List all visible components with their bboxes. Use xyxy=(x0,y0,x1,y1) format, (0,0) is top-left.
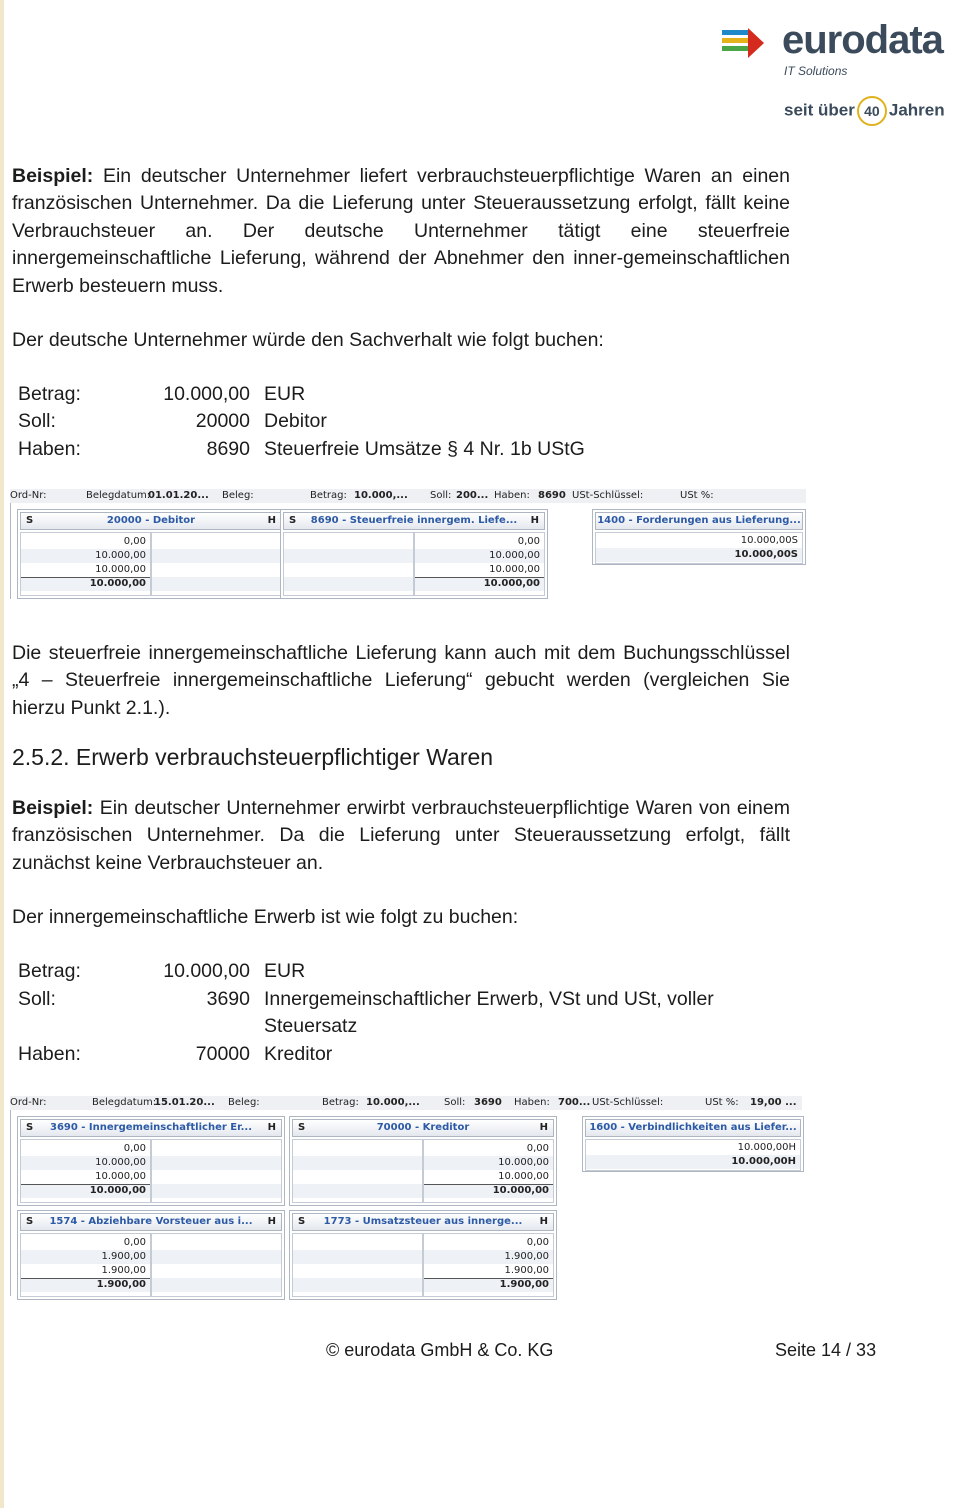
footer-copyright: © eurodata GmbH & Co. KG xyxy=(326,1340,554,1360)
booking-header-bar: Ord-Nr: Belegdatum: 01.01.20... Beleg: Betrag: 10.000,... Soll: 200... Haben: 8690 USt-Schlüssel: USt %: xyxy=(10,489,806,503)
t-account-20000: S 20000 - Debitor H 0,00 10.000,00 10.000,00 10.000,00 xyxy=(17,509,285,599)
t-account-3690: S 3690 - Innergemeinschaftlicher Er... H 0,00 10.000,00 10.000,00 10.000,00 xyxy=(17,1116,285,1206)
logo-stripes xyxy=(722,30,750,54)
example-paragraph-2: Beispiel: Ein deutscher Unternehmer erwirbt verbrauchsteuerpflichtige Waren von einem französischen Unternehmer. Da die Lieferung unter Steueraussetzung erfolgt, fällt zunächst keine Verbrauchsteuer an. xyxy=(12,797,790,874)
booking-intro-2: Der innergemeinschaftliche Erwerb ist wie folgt zu buchen: xyxy=(12,906,519,928)
account-1600: 1600 - Verbindlichkeiten aus Liefer... 10.000,00H 10.000,00H xyxy=(582,1116,804,1172)
booking-screenshot-2 xyxy=(10,1096,802,1298)
booking-screenshot-1 xyxy=(10,489,806,601)
eurodata-logo xyxy=(722,18,958,118)
booking-header-bar: Ord-Nr: Belegdatum: 15.01.20... Beleg: Betrag: 10.000,... Soll: 3690 Haben: 700... USt-Schlüssel: USt %: 19,00 ... xyxy=(10,1096,802,1110)
t-account-1773: S 1773 - Umsatzsteuer aus innerge... H 0,00 1.900,00 1.900,00 1.900,00 xyxy=(289,1210,557,1300)
logo-subtitle: IT Solutions xyxy=(784,64,848,78)
logo-since: seit über 40 Jahren xyxy=(784,96,945,126)
booking-intro-1: Der deutsche Unternehmer würde den Sachverhalt wie folgt buchen: xyxy=(12,329,604,351)
footer-page-number: Seite 14 / 33 xyxy=(775,1340,877,1360)
t-account-1574: S 1574 - Abziehbare Vorsteuer aus i... H 0,00 1.900,00 1.900,00 1.900,00 xyxy=(17,1210,285,1300)
t-account-8690: S 8690 - Steuerfreie innergem. Liefe... H 0,00 10.000,00 10.000,00 10.000,00 xyxy=(280,509,548,599)
section-heading: 2.5.2. Erwerb verbrauchsteuerpflichtiger Waren xyxy=(12,744,494,770)
paragraph-buchungsschluessel: Die steuerfreie innergemeinschaftliche Lieferung kann auch mit dem Buchungsschlüssel „4 – Steuerfreie innergemeinschaftliche Lieferung“ gebucht werden (vergleichen Sie hierzu Punkt 2.1.). xyxy=(12,642,790,719)
t-account-70000: S 70000 - Kreditor H 0,00 10.000,00 10.000,00 10.000,00 xyxy=(289,1116,557,1206)
account-1400: 1400 - Forderungen aus Lieferung... 10.000,00S 10.000,00S xyxy=(592,509,806,565)
page-edge-line xyxy=(0,0,4,1508)
logo-40-badge: 40 xyxy=(857,96,887,126)
example-paragraph-1: Beispiel: Ein deutscher Unternehmer liefert verbrauchsteuerpflichtige Waren an einen französischen Unternehmer. Da die Lieferung unter Steueraussetzung erfolgt, fällt keine Verbrauchsteuer an. Der deutsche Unternehmer tätigt eine steuerfreie innergemeinschaftliche Lieferung, während der Abnehmer den inner-gemeinschaftlichen Erwerb besteuern muss. xyxy=(12,165,790,297)
logo-brand: eurodata xyxy=(782,18,943,62)
logo-chevron-icon xyxy=(748,28,764,58)
